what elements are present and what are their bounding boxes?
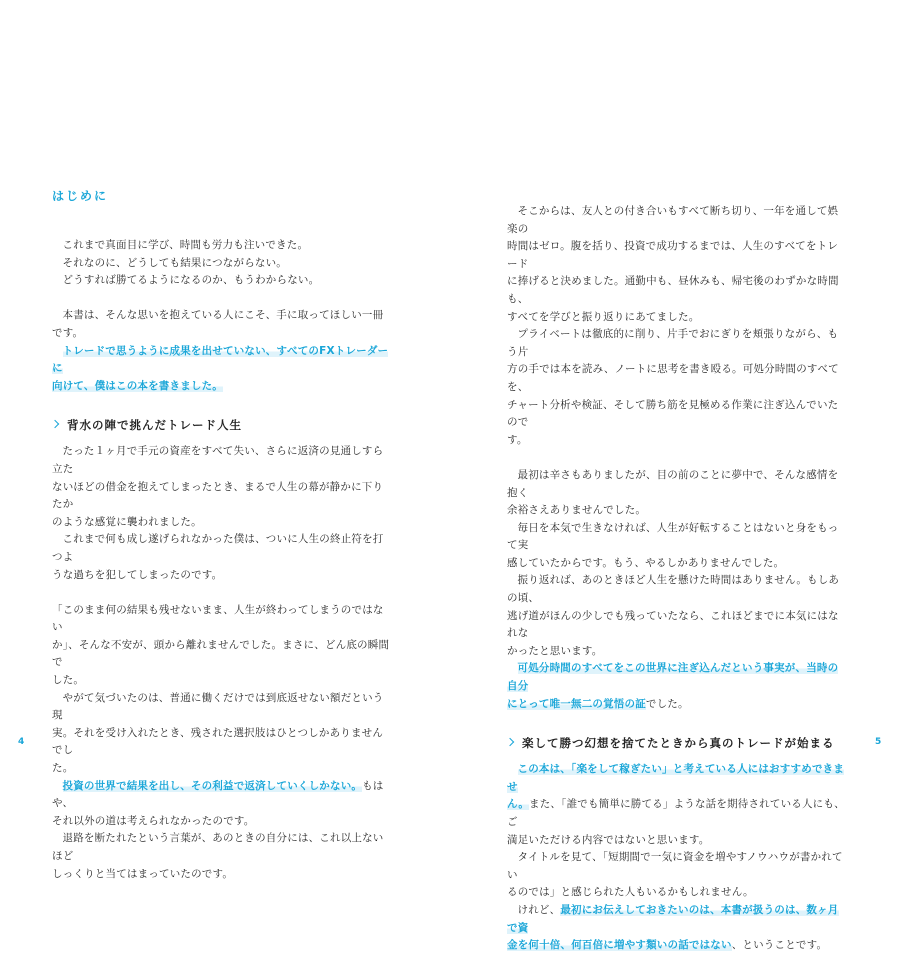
left-body [52, 237, 392, 883]
text-line: 実。それを受け入れたとき、残された選択肢はひとつしかありませんでし [52, 726, 384, 757]
paragraph [52, 443, 392, 531]
text-line: 毎日を本気で生きなければ、人生が好転することはないと身をもって実 [507, 521, 839, 552]
text-line: タイトルを見て、「短期間で一気に資金を増やすノウハウが書かれてい [507, 851, 843, 881]
text-line: 逃げ道がほんの少しでも残っていたなら、これほどまでに本気にはなれな [507, 609, 839, 640]
paragraph [52, 531, 392, 584]
intro-paragraph [52, 307, 392, 395]
page-number: 4 [18, 737, 25, 747]
text-line: 時間はゼロ。腹を括り、投資で成功するまでは、人生のすべてをトレード [507, 240, 839, 270]
intro-line: これまで真面目に学び、時間も労力も注いできた。 [62, 239, 309, 251]
paragraph [52, 690, 392, 778]
text-fragment: また、「誰でも簡単に勝てる」ような話を期待されている人にも、ご [507, 798, 845, 828]
text-line: プライベートは徹底的に削り、片手でおにぎりを頬張りながら、もう片 [507, 328, 839, 358]
page-number: 5 [875, 737, 882, 747]
section-heading [507, 730, 845, 756]
text-line: 振り返れば、あのときほど人生を懸けた時間はありません。もしあの頃、 [507, 574, 840, 605]
highlight-text: 投資の世界で結果を出し、その利益で返済していくしかない。 [62, 779, 363, 792]
paragraph [507, 467, 845, 520]
text-line: やがて気づいたのは、普通に働くだけでは到底返せない額だという現 [52, 691, 384, 722]
paragraph [507, 660, 845, 713]
highlight-text: 最初にお伝えしておきたいのは、本書が扱うのは、数ヶ月で資 [507, 903, 839, 934]
paragraph [507, 572, 845, 660]
highlight-text: トレードで思うように成果を出せていない、すべてのFXトレーダーに [52, 344, 389, 375]
intro-line: それなのに、どうしても結果につながらない。 [62, 256, 287, 269]
paragraph [507, 203, 845, 326]
section-title: 楽して勝つ幻想を捨てたときから真のトレードが始まる [522, 736, 835, 751]
text-line: 余裕さえありませんでした。 [507, 504, 647, 517]
paragraph [52, 778, 392, 831]
highlight-text: 金を何十倍、何百倍に増やす類いの話ではない [507, 939, 732, 952]
text-line: した。 [52, 674, 85, 687]
text-line: たった１ヶ月で手元の資産をすべて失い、さらに返済の見通しすら立た [52, 445, 384, 475]
left-page [0, 0, 450, 900]
paragraph [52, 602, 392, 690]
paragraph [507, 849, 845, 902]
page-title: はじめに [52, 189, 109, 203]
text-line: 「このまま何の結果も残せないまま、人生が終わってしまうのではない [52, 603, 384, 634]
highlight-text: 向けて、僕はこの本を書きました。 [52, 379, 223, 392]
intro-text: 本書は、そんな思いを抱えている人にこそ、手に取ってほしい一冊です。 [52, 309, 384, 339]
text-line: うな過ちを犯してしまったのです。 [52, 568, 223, 581]
text-line: そこからは、友人との付き合いもすべて断ち切り、一年を通して娯楽の [507, 205, 839, 235]
text-line: のような感覚に襲われました。 [52, 515, 202, 528]
chevron-right-icon [506, 738, 514, 746]
text-fragment: 、ということです。 [731, 939, 828, 952]
text-line: 最初は辛さもありましたが、目の前のことに夢中で、そんな感情を抱く [507, 468, 839, 499]
text-line: しっくりと当てはまっていたのです。 [52, 867, 234, 880]
chevron-right-icon [51, 420, 59, 428]
text-line: に捧げると決めました。通勤中も、昼休みも、帰宅後のわずかな時間も、 [507, 275, 839, 305]
text-fragment: もはや、 [52, 779, 384, 810]
text-line: 感していたからです。もう、やるしかありませんでした。 [507, 556, 785, 569]
text-line: 方の手では本を読み、ノートに思考を書き殴る。可処分時間のすべてを、 [507, 363, 839, 393]
text-line: す。 [507, 433, 528, 446]
text-line: 退路を断たれたという言葉が、あのときの自分には、これ以上ないほど [52, 832, 384, 862]
right-page [450, 0, 900, 952]
highlight-text: ん。 [507, 798, 530, 811]
text-line: すべてを学びと振り返りにあてました。 [507, 310, 700, 323]
paragraph [507, 761, 845, 849]
paragraph [507, 326, 845, 449]
highlight-text: にとって唯一無二の覚悟の証 [507, 697, 646, 710]
text-line: た。 [52, 762, 74, 775]
text-line: 満足いただける内容ではないと思います。 [507, 833, 710, 846]
text-fragment: けれど、 [517, 903, 561, 916]
section-heading [52, 412, 392, 438]
right-body [507, 203, 845, 955]
text-line: チャート分析や検証、そして勝ち筋を見極める作業に注ぎ込んでいたので [507, 398, 839, 429]
text-line: これまで何も成し遂げられなかった僕は、ついに人生の終止符を打つよ [52, 533, 384, 563]
paragraph [507, 520, 845, 573]
text-line: それ以外の道は考えられなかったのです。 [52, 814, 255, 827]
text-line: ないほどの借金を抱えてしまったとき、まるで人生の幕が静かに下りたか [52, 480, 384, 511]
paragraph [52, 830, 392, 883]
text-line: か」、そんな不安が、頭から離れませんでした。まさに、どん底の瞬間で [52, 638, 390, 669]
paragraph [507, 902, 845, 955]
text-line: かったと思います。 [507, 644, 603, 657]
text-line: るのでは」と感じられた人もいるかもしれません。 [507, 886, 754, 899]
highlight-text: 可処分時間のすべてをこの世界に注ぎ込んだという事実が、当時の自分 [507, 662, 839, 693]
text-fragment: でした。 [645, 697, 689, 710]
section-title: 背水の陣で挑んだトレード人生 [67, 418, 242, 433]
intro-line: どうすれば勝てるようになるのか、もうわからない。 [62, 274, 320, 287]
highlight-text: この本は、「楽をして稼ぎたい」と考えている人にはおすすめできませ [507, 763, 845, 793]
